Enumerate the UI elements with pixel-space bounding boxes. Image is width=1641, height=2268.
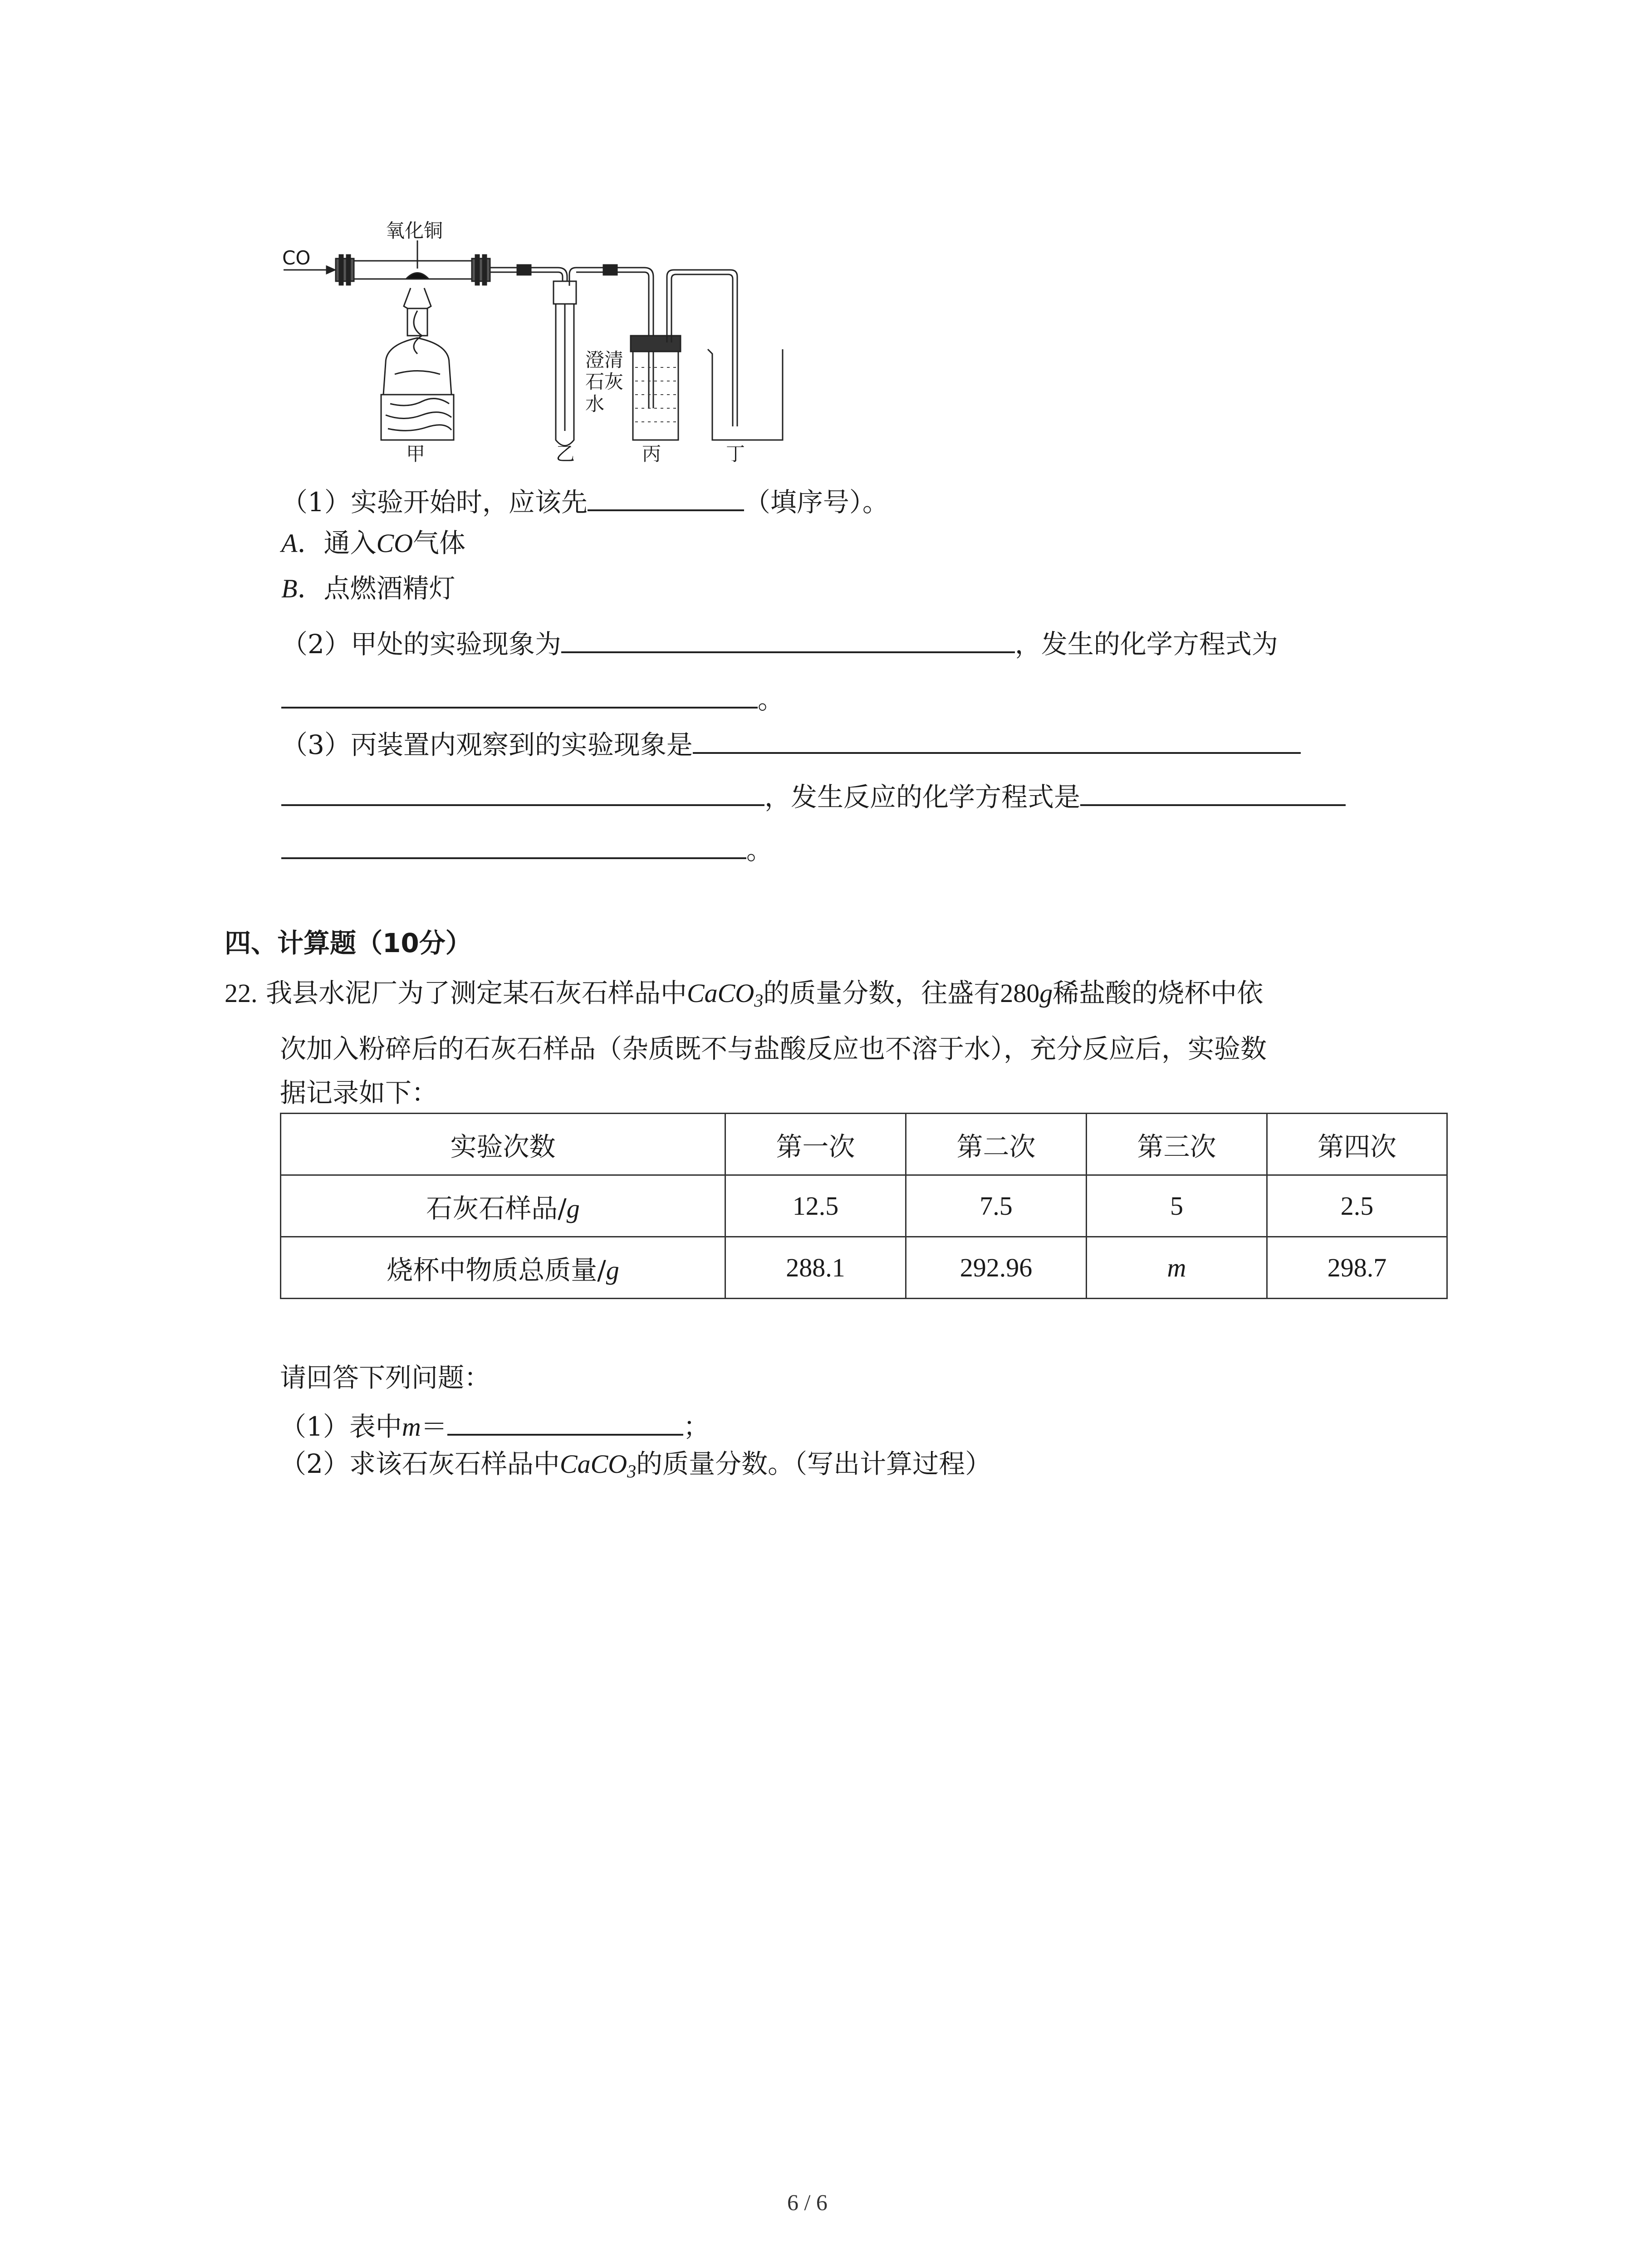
row-label: 烧杯中物质总质量/g: [281, 1237, 725, 1299]
answer-blank[interactable]: [693, 726, 1301, 754]
q21-part1: （1）实验开始时，应该先 （填序号）。: [281, 483, 889, 515]
data-table: [280, 1113, 1448, 1299]
q22-sub2: （2）求该石灰石样品中CaCO$_3$的质量分数。（写出计算过程）: [280, 1448, 992, 1481]
apparatus-diagram: [272, 213, 798, 467]
station-label-ding: 丁: [726, 443, 745, 465]
q21-part3-end: 。: [281, 831, 773, 863]
q21-part3-cont: ，发生反应的化学方程式是: [281, 778, 1346, 810]
table-cell: 292.96: [906, 1237, 1087, 1299]
answer-blank[interactable]: [447, 1408, 683, 1436]
q22-line2: 次加入粉碎后的石灰石样品（杂质既不与盐酸反应也不溶于水），充分反应后，实验数: [280, 1033, 1267, 1064]
table-cell: 12.5: [725, 1175, 906, 1237]
page-number: 6 / 6: [787, 2190, 828, 2215]
limewater-label: 澄清石灰水: [585, 349, 624, 415]
table-cell: m: [1087, 1237, 1267, 1299]
station-label-bing: 丙: [642, 443, 661, 465]
answer-blank[interactable]: [281, 680, 758, 709]
header-cell: 实验次数: [281, 1114, 725, 1175]
section-title: 四、计算题（10分）: [225, 928, 472, 958]
table-cell: 288.1: [725, 1237, 906, 1299]
q21-option-b: B．点燃酒精灯: [281, 573, 456, 604]
header-cell: 第一次: [725, 1114, 906, 1175]
table-cell: 5: [1087, 1175, 1267, 1237]
table-cell: 7.5: [906, 1175, 1087, 1237]
table-header-row: [281, 1114, 1447, 1175]
q22-line3: 据记录如下：: [280, 1077, 438, 1108]
table-row: [281, 1237, 1447, 1299]
table-cell: 2.5: [1267, 1175, 1447, 1237]
header-cell: 第二次: [906, 1114, 1087, 1175]
q21-part2-cont: 。: [281, 680, 784, 713]
row-label: 石灰石样品/g: [281, 1175, 725, 1237]
station-label-yi: 乙: [556, 443, 575, 465]
answer-blank[interactable]: [1080, 778, 1346, 806]
co-label: CO: [282, 247, 311, 269]
table-row: [281, 1175, 1447, 1237]
answer-blank[interactable]: [281, 778, 764, 806]
q22-sub1: （1）表中m＝ ；: [280, 1408, 710, 1440]
header-cell: 第三次: [1087, 1114, 1267, 1175]
q21-part2: （2）甲处的实验现象为 ，发生的化学方程式为: [281, 625, 1278, 657]
q22-prompt: 请回答下列问题：: [280, 1362, 491, 1393]
header-cell: 第四次: [1267, 1114, 1447, 1175]
q22-line1: 22. 我县水泥厂为了测定某石灰石样品中CaCO$_3$的质量分数，往盛有280g稀盐酸的烧杯中依: [225, 978, 1264, 1011]
q21-option-a: A．通入CO气体: [281, 528, 466, 558]
copper-oxide-label: 氧化铜: [386, 220, 443, 242]
answer-blank[interactable]: [561, 625, 1015, 653]
answer-blank[interactable]: [281, 831, 746, 859]
table-cell: 298.7: [1267, 1237, 1447, 1299]
question-number: 22.: [225, 978, 258, 1008]
answer-blank[interactable]: [588, 483, 744, 511]
q21-part3: （3）丙装置内观察到的实验现象是: [281, 726, 1301, 758]
station-label-jia: 甲: [406, 443, 426, 465]
